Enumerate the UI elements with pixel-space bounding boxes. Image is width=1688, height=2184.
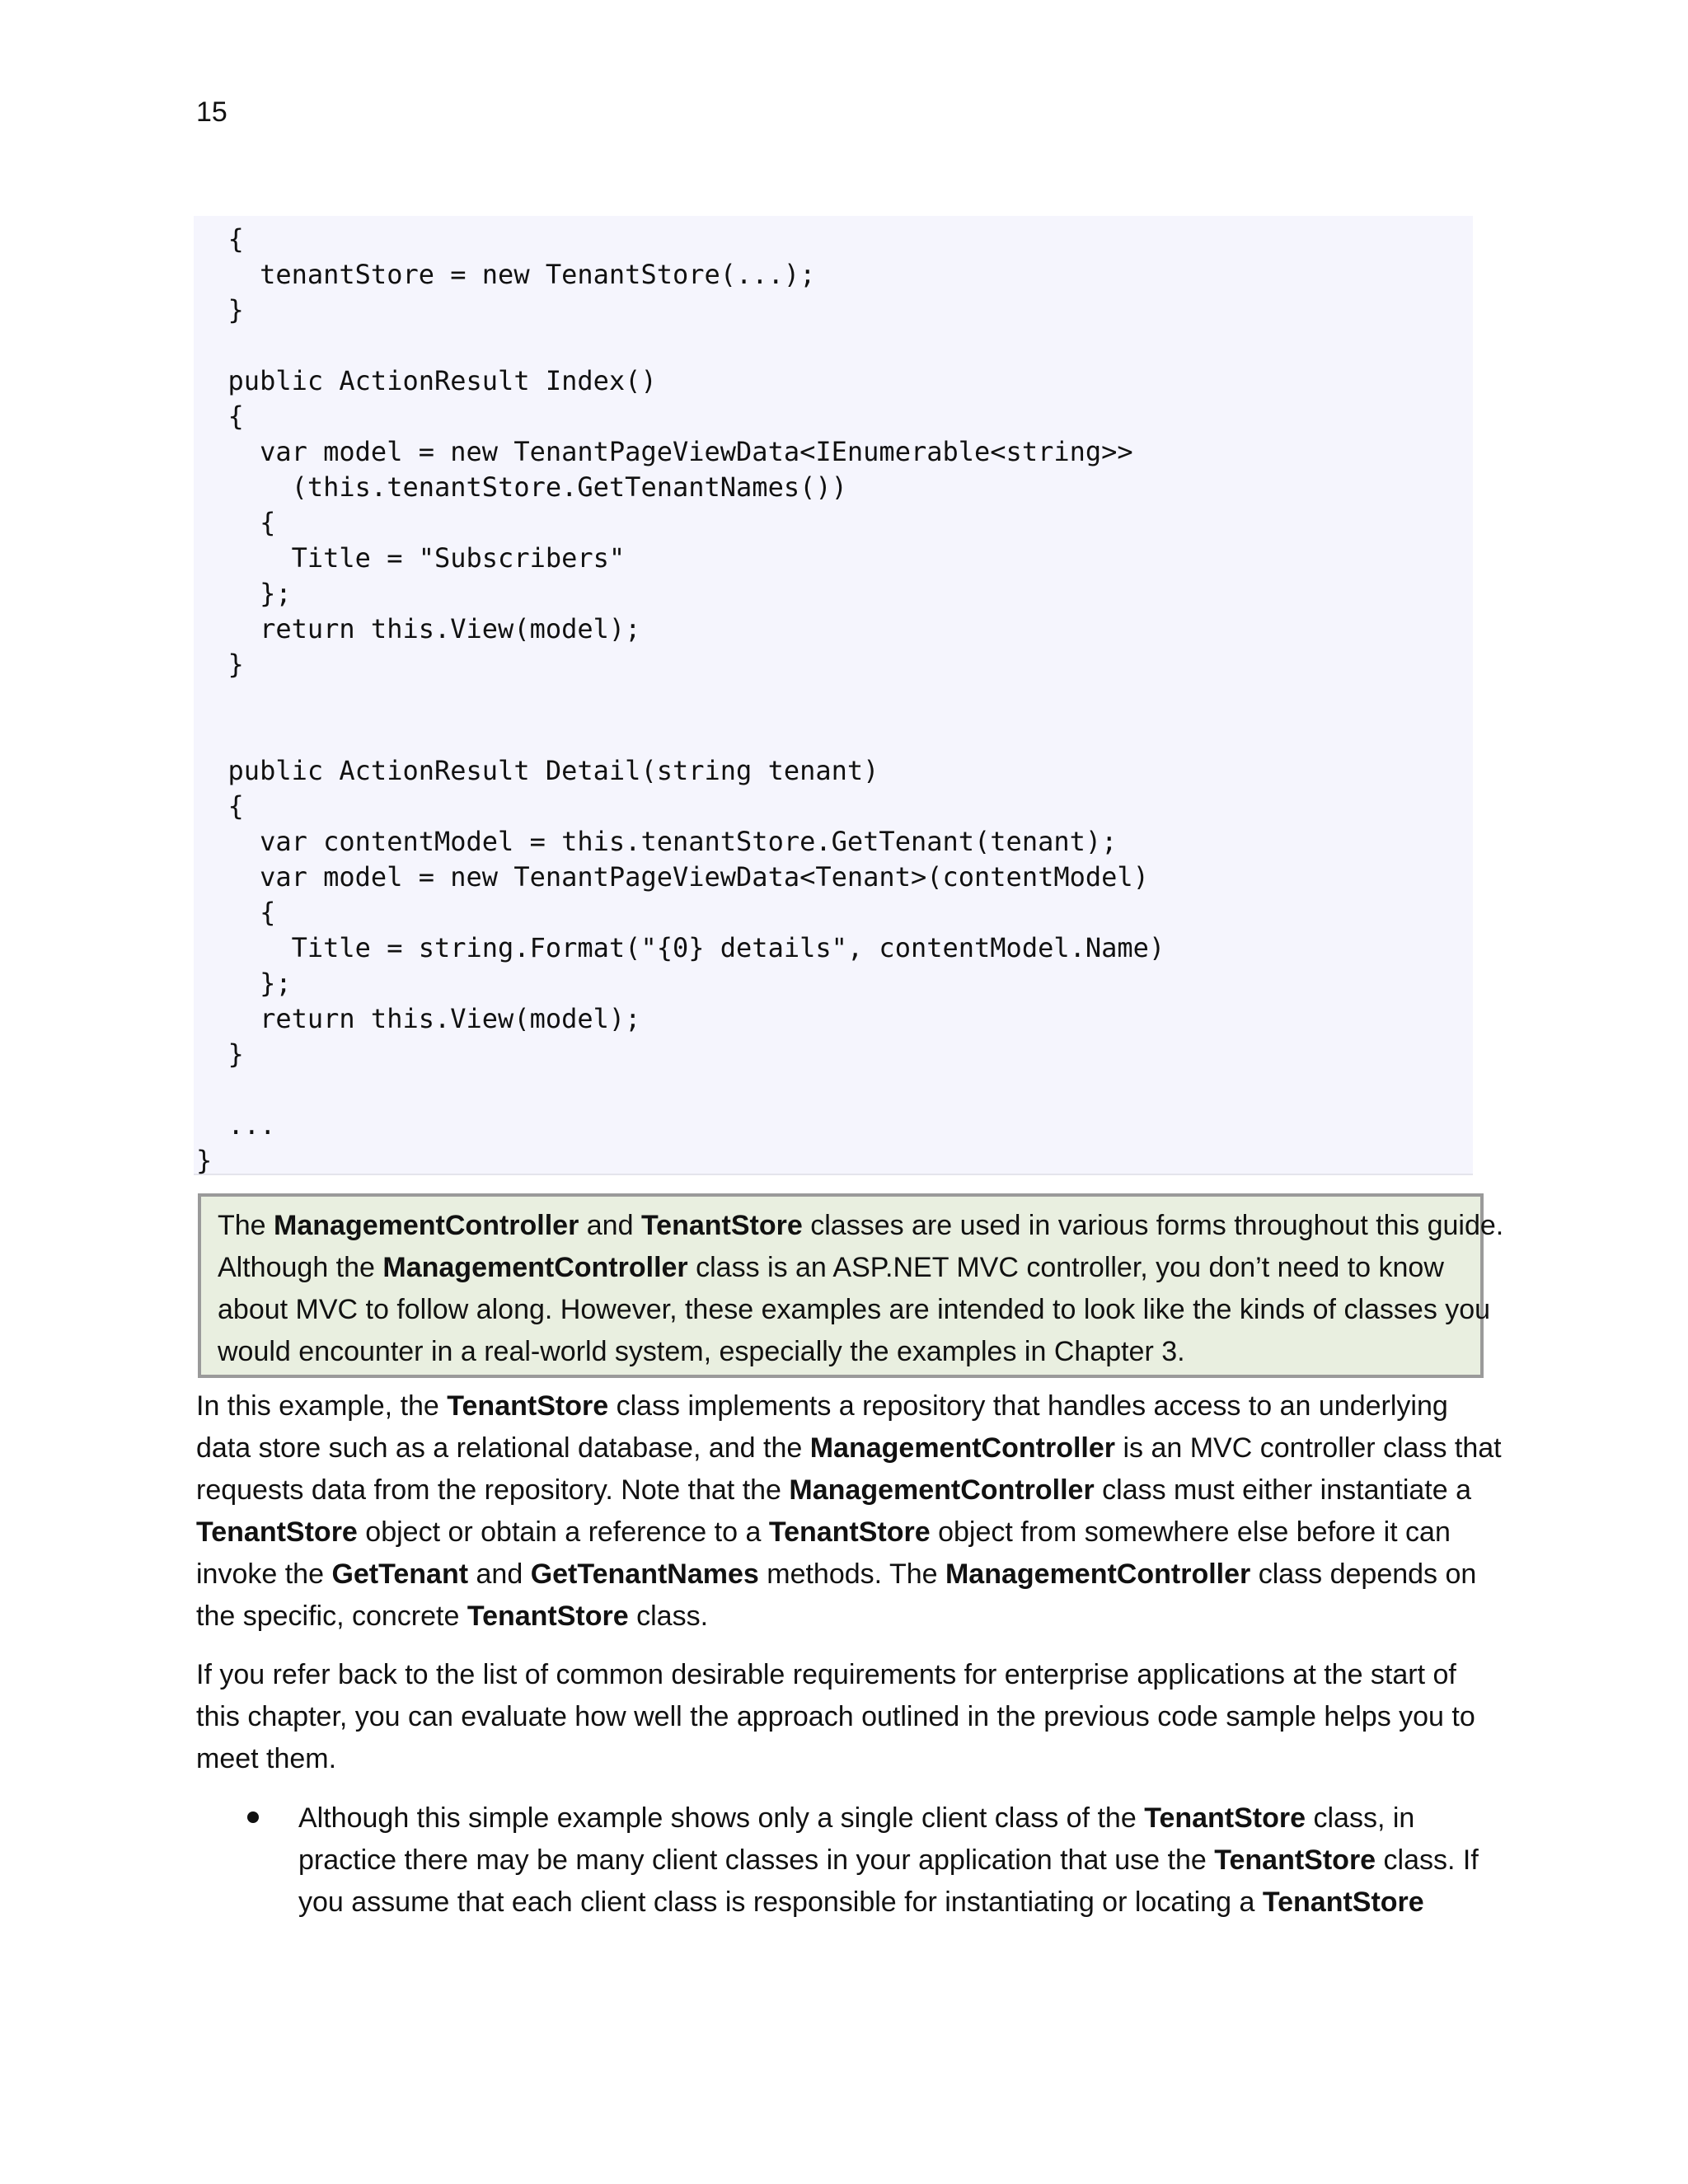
code-line: var contentModel = this.tenantStore.GetTenant(tenant);	[196, 826, 1118, 857]
note-line	[218, 1331, 1464, 1373]
paragraph-tenantstore-explanation	[196, 1385, 1502, 1638]
text-run: is an MVC controller class that	[1115, 1432, 1502, 1464]
text-run: would encounter in a real-world system, especially the examples in Chapter 3.	[218, 1336, 1185, 1367]
code-line: };	[196, 578, 292, 609]
paragraph-line	[196, 1469, 1498, 1511]
code-line: public ActionResult Index()	[196, 365, 657, 396]
bold-term: TenantStore	[447, 1390, 609, 1422]
bold-term: TenantStore	[1144, 1802, 1306, 1834]
note-line	[218, 1289, 1491, 1331]
text-run: this chapter, you can evaluate how well the approach outlined in the previous code sample helps you to	[196, 1701, 1475, 1732]
code-line: {	[196, 507, 276, 538]
text-run: about MVC to follow along. However, these examples are intended to look like the kinds of classes you	[218, 1294, 1491, 1325]
bold-term: TenantStore	[467, 1601, 629, 1632]
text-run: class implements a repository that handles access to an underlying	[608, 1390, 1448, 1422]
code-line: Title = string.Format("{0} details", contentModel.Name)	[196, 932, 1165, 963]
code-line: };	[196, 968, 292, 999]
bullet-icon	[247, 1811, 259, 1823]
bold-term: ManagementController	[382, 1252, 688, 1283]
text-run: invoke the	[196, 1558, 332, 1590]
code-line: }	[196, 1145, 213, 1176]
text-run: object from somewhere else before it can	[930, 1516, 1451, 1548]
paragraph-line	[196, 1427, 1502, 1469]
bold-term: ManagementController	[809, 1432, 1115, 1464]
bold-term: TenantStore	[196, 1516, 358, 1548]
text-run: and	[468, 1558, 531, 1590]
bullet-line	[298, 1840, 1493, 1882]
code-line: return this.View(model);	[196, 613, 641, 644]
text-run: class is an ASP.NET MVC controller, you don’t need to know	[687, 1252, 1444, 1283]
text-run: and	[579, 1210, 641, 1241]
text-run: class must either instantiate a	[1094, 1474, 1472, 1506]
paragraph-line	[196, 1738, 1498, 1780]
text-run: class depends on	[1250, 1558, 1477, 1590]
paragraph-line	[196, 1696, 1498, 1738]
bold-term: ManagementController	[274, 1210, 579, 1241]
note-line	[218, 1205, 1504, 1247]
bold-term: TenantStore	[1214, 1844, 1376, 1876]
text-run: class. If	[1376, 1844, 1479, 1876]
text-run: In this example, the	[196, 1390, 448, 1422]
text-run: methods. The	[758, 1558, 945, 1590]
code-line: public ActionResult Detail(string tenant)	[196, 755, 879, 786]
text-run: If you refer back to the list of common desirable requirements for enterprise applications at the start of	[196, 1659, 1456, 1690]
code-line: return this.View(model);	[196, 1003, 641, 1034]
text-run: data store such as a relational database, and the	[196, 1432, 810, 1464]
bullet-line	[298, 1882, 1493, 1924]
bold-term: GetTenant	[331, 1558, 469, 1590]
text-run: Although the	[218, 1252, 383, 1283]
text-run: object or obtain a reference to a	[357, 1516, 769, 1548]
code-line: }	[196, 1038, 244, 1070]
paragraph-line	[196, 1554, 1498, 1596]
bold-term: GetTenantNames	[530, 1558, 759, 1590]
code-line: var model = new TenantPageViewData<Tenant>(contentModel)	[196, 861, 1149, 893]
note-box	[198, 1193, 1504, 1378]
bold-term: TenantStore	[640, 1210, 803, 1241]
code-line: ...	[196, 1109, 276, 1141]
paragraph-line	[196, 1654, 1498, 1696]
text-run: Although this simple example shows only a single client class of the	[298, 1802, 1145, 1834]
paragraph-requirements	[196, 1654, 1498, 1780]
page-number: 15	[196, 96, 227, 128]
paragraph-line	[196, 1511, 1498, 1554]
code-block	[194, 216, 1473, 1175]
text-run: practice there may be many client classes in your application that use the	[298, 1844, 1215, 1876]
bold-term: ManagementController	[789, 1474, 1095, 1506]
code-line: }	[196, 294, 244, 326]
bold-term: ManagementController	[945, 1558, 1251, 1590]
paragraph-line	[196, 1385, 1498, 1427]
note-line	[218, 1247, 1464, 1289]
text-run: meet them.	[196, 1743, 337, 1774]
code-line: var model = new TenantPageViewData<IEnumerable<string>>	[196, 436, 1133, 467]
text-run: requests data from the repository. Note that the	[196, 1474, 790, 1506]
code-line: {	[196, 401, 244, 432]
code-line: Title = "Subscribers"	[196, 542, 626, 574]
text-run: the specific, concrete	[196, 1601, 467, 1632]
code-line: {	[196, 223, 244, 255]
bold-term: TenantStore	[768, 1516, 931, 1548]
code-line: (this.tenantStore.GetTenantNames())	[196, 471, 847, 503]
code-line: tenantStore = new TenantStore(...);	[196, 259, 816, 290]
text-run: class, in	[1306, 1802, 1415, 1834]
bold-term: TenantStore	[1262, 1886, 1424, 1918]
bullet-text	[298, 1797, 1493, 1924]
bullet-line	[298, 1797, 1493, 1840]
note-text	[218, 1205, 1504, 1373]
code-line: }	[196, 649, 244, 680]
text-run: you assume that each client class is responsible for instantiating or locating a	[298, 1886, 1263, 1918]
code-line: {	[196, 897, 276, 928]
paragraph-line	[196, 1596, 1498, 1638]
text-run: class.	[628, 1601, 709, 1632]
code-line: {	[196, 790, 244, 822]
text-run: classes are used in various forms throughout this guide.	[802, 1210, 1504, 1241]
text-run: The	[218, 1210, 274, 1241]
